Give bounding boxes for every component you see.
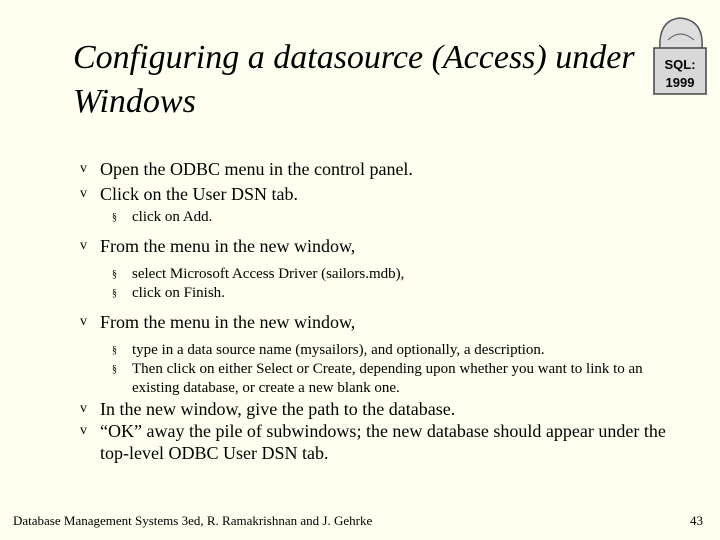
bullet-icon: v [80,401,87,416]
bullet-text: type in a data source name (mysailors), and optionally, a description. [132,342,545,358]
sql-1999-logo [650,10,710,100]
bullet-text: From the menu in the new window, [100,312,356,332]
bullet-text: click on Finish. [132,285,225,301]
title-line-2: Windows [73,83,196,120]
bullet-text: select Microsoft Access Driver (sailors.mdb), [132,266,405,282]
bullet-text: Click on the User DSN tab. [100,184,298,204]
bullet-text: From the menu in the new window, [100,236,356,256]
list-item [80,208,680,227]
bullet-icon: v [80,238,87,253]
bullet-text: In the new window, give the path to the database. [100,399,456,419]
bullet-icon: v [80,423,87,438]
footer-citation: Database Management Systems 3ed, R. Ramakrishnan and J. Gehrke [13,513,373,528]
bullet-text: Then click on either Select or Create, depending upon whether you want to link to an existing database, or create a new blank one. [132,361,643,396]
list-item [80,183,680,205]
logo-text-year: 1999 [665,75,695,90]
list-item [80,398,680,420]
bullet-icon: v [80,314,87,329]
bullet-text: click on Add. [132,209,213,225]
list-item [80,265,680,284]
list-item [80,420,680,464]
slide-title [73,36,673,124]
logo-text-sql: SQL: [664,57,696,72]
title-line-1: Configuring a datasource (Access) under [73,39,635,76]
list-item [80,311,680,333]
page-number: 43 [690,513,703,528]
bullet-text: Open the ODBC menu in the control panel. [100,159,413,179]
subbullet-icon: § [112,364,117,375]
list-item [80,158,680,180]
subbullet-icon: § [112,288,117,299]
bullet-icon: v [80,161,87,176]
slide-body [80,158,680,464]
bullet-icon: v [80,186,87,201]
list-item [80,284,680,303]
list-item [80,341,680,360]
subbullet-icon: § [112,345,117,356]
bullet-text: “OK” away the pile of subwindows; the new database should appear under the top-level ODBC User DSN tab. [100,421,666,463]
subbullet-icon: § [112,269,117,280]
list-item [80,235,680,257]
subbullet-icon: § [112,212,117,223]
list-item [80,360,680,398]
